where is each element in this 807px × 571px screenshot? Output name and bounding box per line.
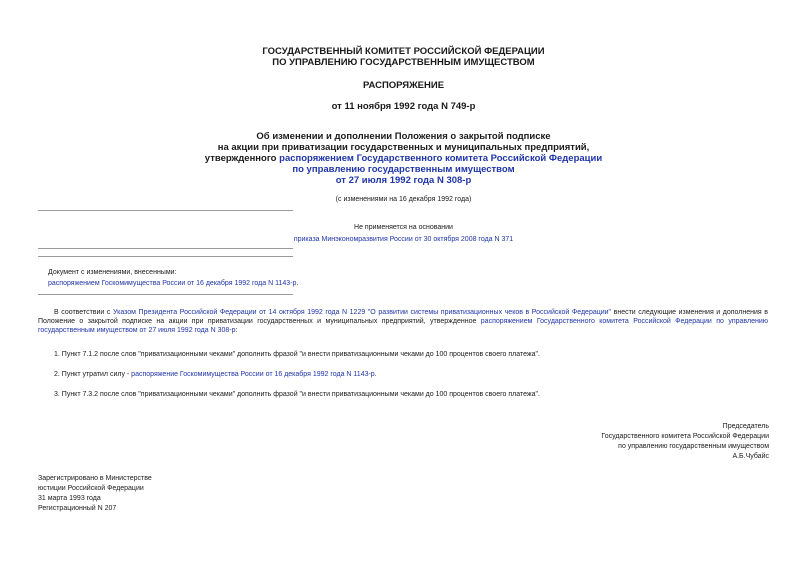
issuer-line-1: ГОСУДАРСТВЕННЫЙ КОМИТЕТ РОССИЙСКОЙ ФЕДЕРАЦИИ [262,46,545,57]
signatory-title: Председатель [722,423,769,430]
revision-note: (с изменениями на 16 декабря 1992 года) [335,196,472,203]
body-text: : [235,327,238,334]
decree-link[interactable]: Указом Президента Российской Федерации от 14 октября 1992 года N 1229 "О развитии системы приватизационных чеков в Российской Федерации" [112,309,612,316]
list-item-3: 3. Пункт 7.3.2 после слов "приватизационными чеками" дополнить фразой "и внести приватизационными чеками до 100 процентов своего платежа". [54,391,540,398]
document-type: РАСПОРЯЖЕНИЕ [362,80,445,91]
title-source-link-cont-1[interactable]: по управлению государственным имуществом [292,164,515,175]
list-item-text: . [374,371,377,378]
title-source-link-cont-2[interactable]: от 27 июля 1992 года N 308-р [335,175,472,186]
body-text: внести следующие изменения и дополнения в Положение о закрытой подписке на акции при приватизации государственных и муниципальных предприятий, утвержденное [38,309,769,325]
changes-link[interactable]: распоряжением Госкомимущества России от 16 декабря 1992 года N 1143-р [48,280,297,287]
document-date-number: от 11 ноября 1992 года N 749-р [331,101,476,112]
registration-line-1: Зарегистрировано в Министерстве [38,475,152,482]
item-2-link[interactable]: распоряжение Госкомимущества России от 16 декабря 1992 года N 1143-р [131,371,375,378]
changes-label: Документ с изменениями, внесенными: [48,269,177,276]
divider [38,256,293,257]
list-item-2 [54,370,377,379]
changes-line [48,279,298,288]
divider [38,210,293,211]
title-text: утвержденного [204,153,280,164]
status-text: Не применяется на основании [354,224,453,231]
signatory-name: А.Б.Чубайс [732,453,769,460]
divider [38,294,293,295]
issuer-line-2: ПО УПРАВЛЕНИЮ ГОСУДАРСТВЕННЫМ ИМУЩЕСТВОМ [272,57,535,68]
signatory-org-2: по управлению государственным имуществом [618,443,769,450]
list-item-text: 2. Пункт утратил силу - [54,371,132,378]
list-item-1: 1. Пункт 7.1.2 после слов "приватизационными чеками" дополнить фразой "и внести приватизационными чеками до 100 процентов своего платежа". [54,351,540,358]
title-line-3 [0,153,807,164]
registration-block [38,474,152,513]
title-line-1: Об изменении и дополнении Положения о закрытой подписке [256,131,551,142]
order-308-link[interactable]: распоряжением Государственного комитета Российской Федерации по управлению государственным имуществом от 27 июля 1992 года N 308-р [38,318,768,334]
body-paragraph-1 [38,308,768,335]
registration-date: 31 марта 1993 года [38,495,101,502]
signatory-org-1: Государственного комитета Российской Федерации [601,433,769,440]
registration-line-2: юстиции Российской Федерации [38,485,144,492]
title-line-2: на акции при приватизации государственных и муниципальных предприятий, [217,142,590,153]
status-link[interactable]: приказа Минэкономразвития России от 30 октября 2008 года N 371 [293,236,514,243]
changes-suffix: . [296,280,299,287]
signature-block [601,422,769,461]
body-text: В соответствии с [54,309,113,316]
divider [38,248,293,249]
title-source-link[interactable]: распоряжением Государственного комитета Российской Федерации [279,153,603,164]
registration-number: Регистрационный N 207 [38,505,117,512]
